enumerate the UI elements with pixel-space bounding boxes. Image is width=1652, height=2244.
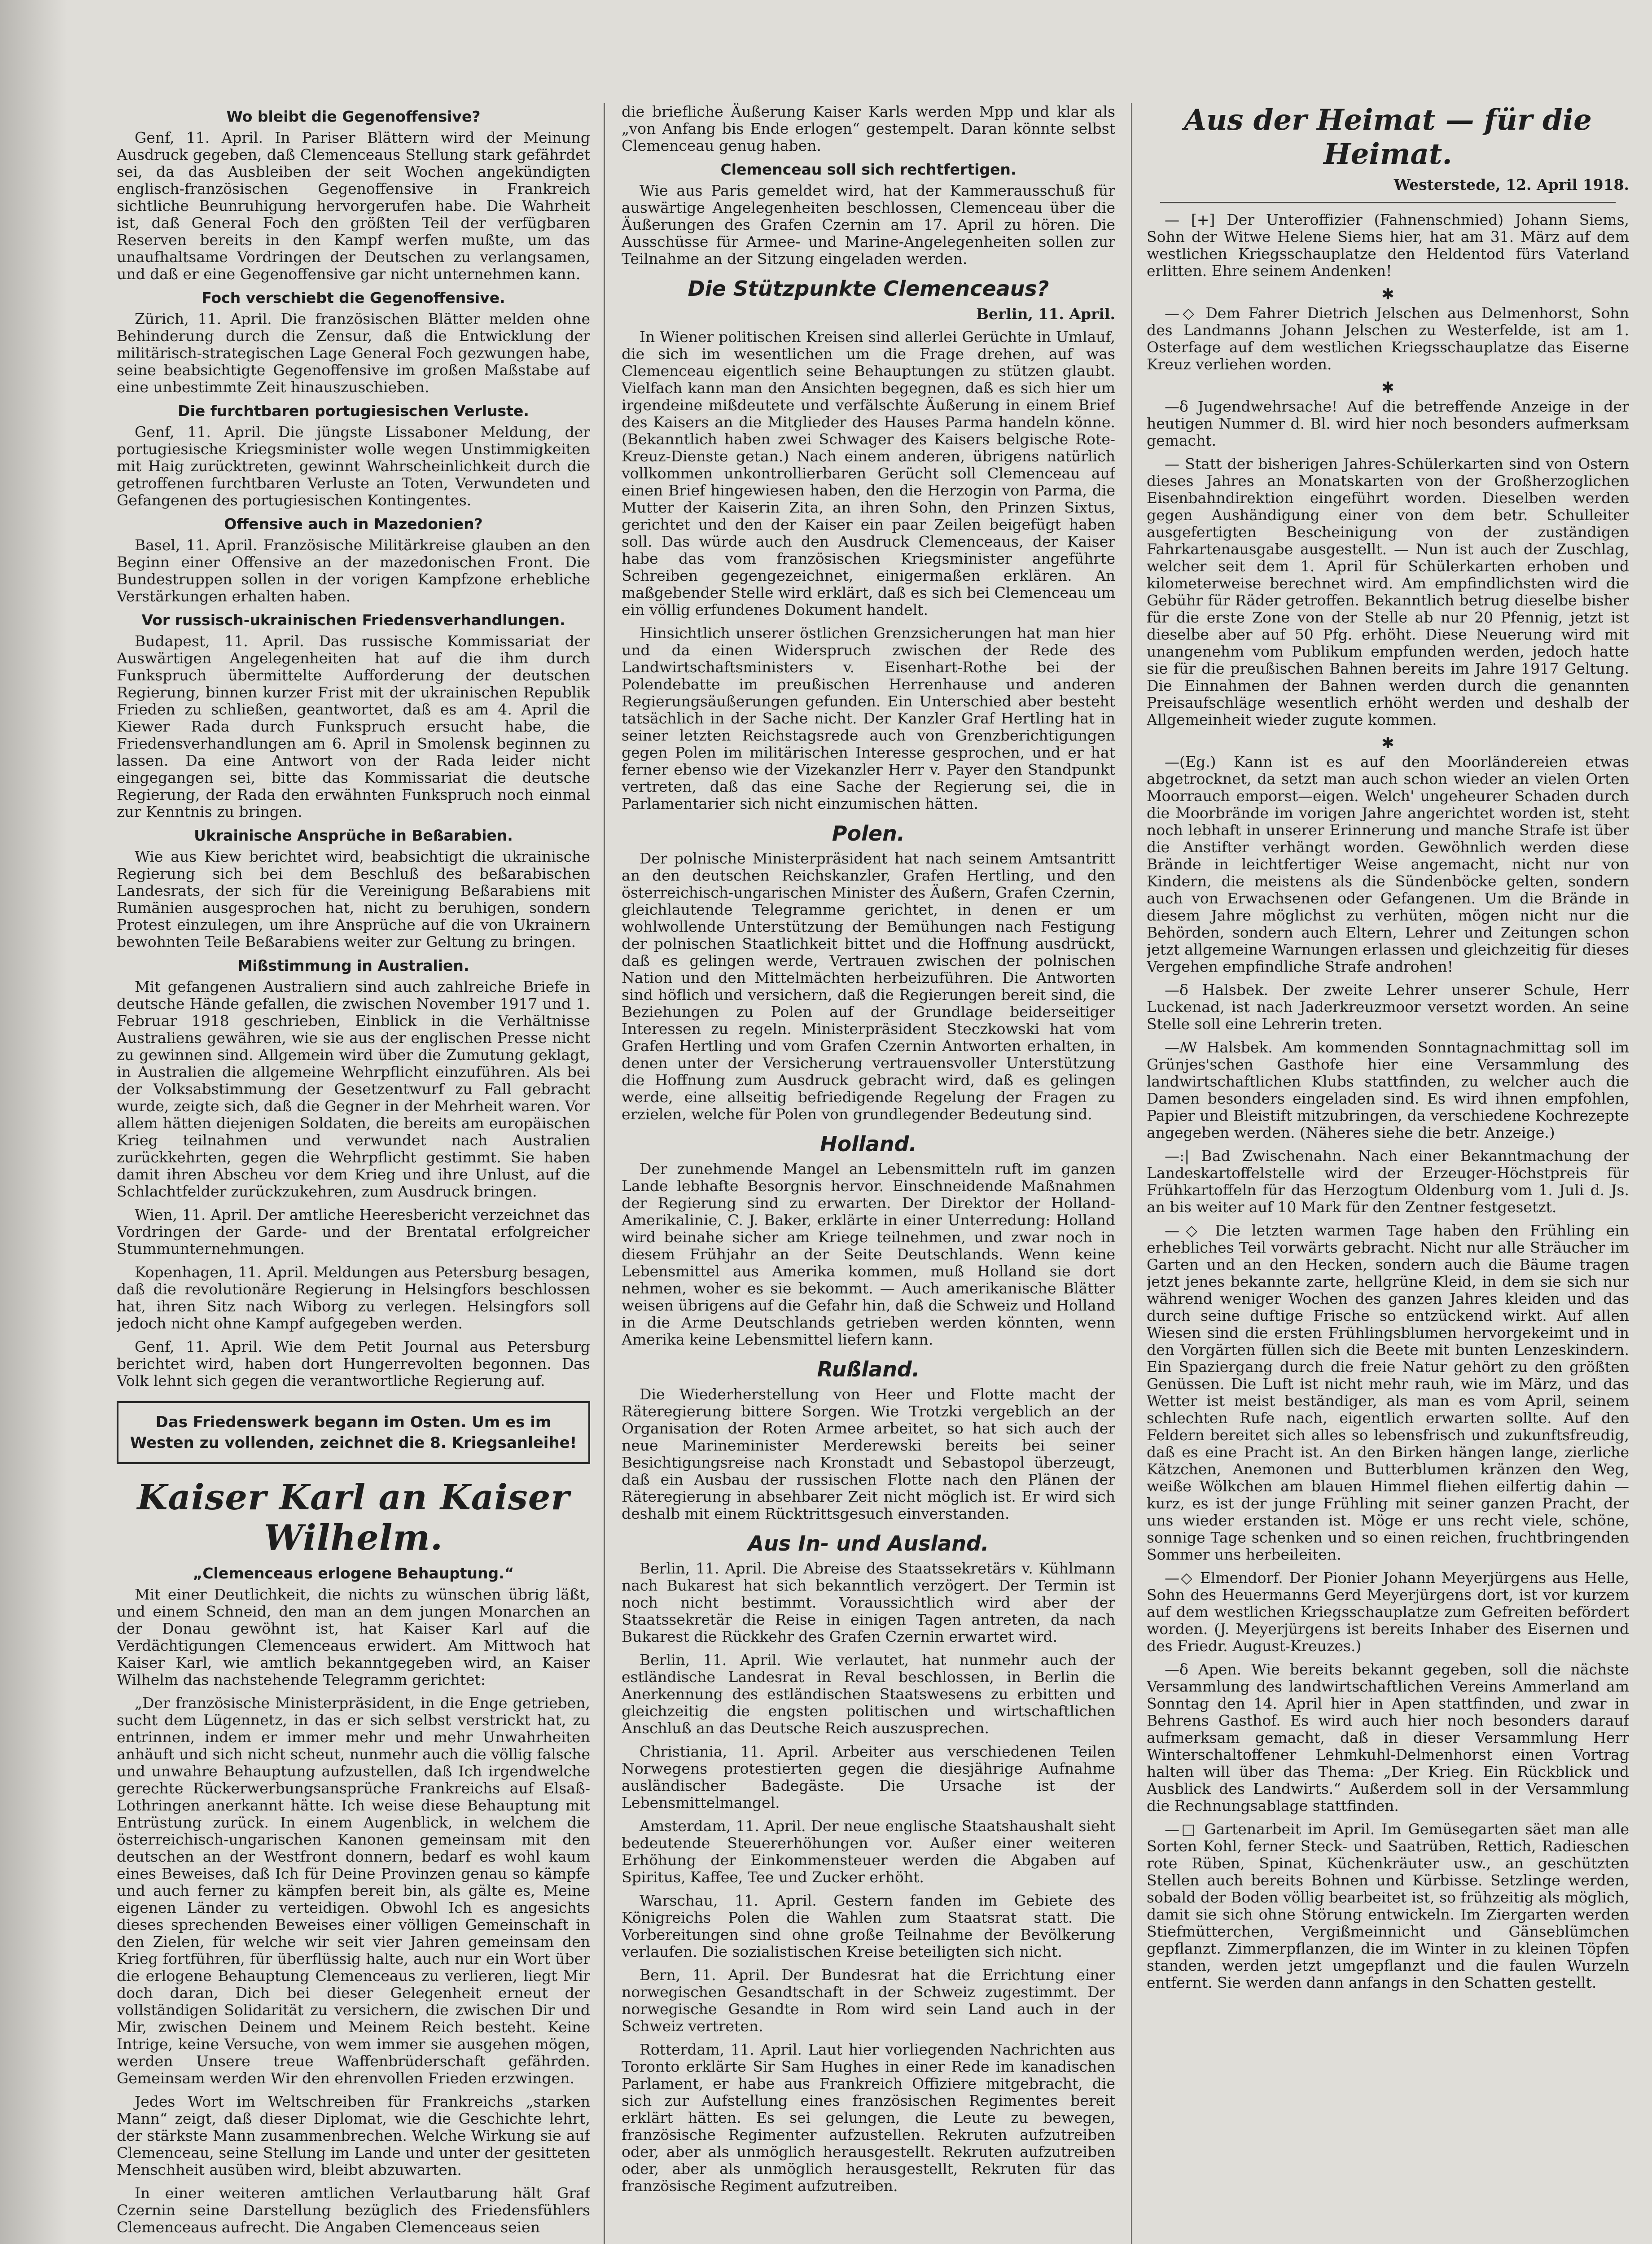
article-paragraph: In einer weiteren amtlichen Verlautbarung hält Graf Czernin seine Darstellung bezüglich des Friedensfühlers Clemenceaus aufrecht. Die Angaben Clemenceaus seien bbox=[117, 2184, 590, 2236]
article-paragraph: —δ Halsbek. Der zweite Lehrer unserer Schule, Herr Luckenad, ist nach Jaderkreuzmoor versetzt worden. An seine Stelle soll eine Lehrerin treten. bbox=[1147, 981, 1629, 1033]
article-paragraph: — Statt der bisherigen Jahres-Schülerkarten sind von Ostern dieses Jahres an Monatskarten von der Großherzoglichen Eisenbahndirektion eingeführt worden. Dieselben werden gegen Aushändigung einer von dem betr. Schulleiter ausgefertigten Bescheinigung von der zuständigen Fahrkartenausgabe ausgestellt. — Nun ist auch der Zuschlag, welcher seit dem 1. April für Schülerkarten erhoben und kilometerweise berechnet wird. Am empfindlichsten wird die Gebühr für Räder getroffen. Bekanntlich betrug dieselbe bisher für die erste Zone von der Stelle ab nur 20 Pfennig, jetzt ist dieselbe aber auf 50 Pfg. erhöht. Diese Neuerung wird mit unangenehm vom Publikum empfunden werden, jedoch hatte sie für die preußischen Bahnen bereits im Jahre 1917 Geltung. Die Einnahmen der Bahnen werden durch die genannten Preisaufschläge wesentlich erhöht werden und deshalb der Allgemeinheit wieder zugute kommen. bbox=[1147, 455, 1629, 728]
article-paragraph: Berlin, 11. April. Die Abreise des Staatssekretärs v. Kühlmann nach Bukarest hat sich bekanntlich verzögert. Der Termin ist noch nicht bestimmt. Voraussichtlich wird aber der Staatssekretär die Reise in einigen Tagen antreten, da nach Bukarest die Rückkehr des Grafen Czernin erwartet wird. bbox=[622, 1560, 1115, 1645]
article-paragraph: Bern, 11. April. Der Bundesrat hat die Errichtung einer norwegischen Gesandtschaft in der Schweiz zugestimmt. Der norwegische Gesandte in Rom wird sein Land auch in der Schweiz vertreten. bbox=[622, 1966, 1115, 2035]
article-paragraph: Mit gefangenen Australiern sind auch zahlreiche Briefe in deutsche Hände gefallen, die zwischen November 1917 und 1. Februar 1918 geschrieben, Einblick in die Verhältnisse Australiens gewähren, wie sie aus der englischen Presse nicht zu gewinnen sind. Allgemein wird über die Zumutung geklagt, in Australien die allgemeine Wehrpflicht einzuführen. Als bei der Volksabstimmung der Gesetzentwurf zu Fall gebracht wurde, zeigte sich, daß die Gegner in der Mehrheit waren. Vor allem hätten diejenigen Soldaten, die bereits am europäischen Krieg teilnahmen und verwundet nach Australien zurückkehrten, gegen die Wehrpflicht gestimmt. Sie haben damit ihren Abscheu vor dem Krieg und ihre Unlust, auf die Schlachtfelder zurückzukehren, zum Ausdruck bringen. bbox=[117, 978, 590, 1200]
column-right bbox=[1147, 103, 1629, 2244]
column-rule-left bbox=[604, 103, 605, 2244]
article-paragraph: Hinsichtlich unserer östlichen Grenzsicherungen hat man hier und da einen Widerspruch zwischen der Rede des Landwirtschaftsministers v. Eisenhart-Rothe bei der Polendebatte im preußischen Herrenhause und anderen Regierungsäußerungen gefunden. Ein Unterschied aber besteht tatsächlich in der Sache nicht. Der Kanzler Graf Hertling hat in seiner letzten Reichstagsrede auch von Grenzberichtigungen gegen Polen im militärischen Interesse gesprochen, und er hat ferner ebenso wie der Vizekanzler Herr v. Payer den Standpunkt vertreten, daß das eine Sache der Regierung sei, die in Parlamentarier sich nicht einzumischen hätten. bbox=[622, 624, 1115, 812]
article-paragraph: Genf, 11. April. In Pariser Blättern wird der Meinung Ausdruck gegeben, daß Clemenceaus Stellung stark gefährdet sei, da das Ausbleiben der seit Wochen angekündigten englisch-französischen Gegenoffensive in Frankreich sichtliche Beunruhigung hervorgerufen habe. Die Wahrheit ist, daß General Foch den größten Teil der verfügbaren Reserven bereits in den Kampf werfen mußte, um das unaufhaltsame Vordringen der Deutschen zu verlangsamen, und daß er eine Gegenoffensive gar nicht unternehmen kann. bbox=[117, 129, 590, 283]
article-paragraph: — [+] Der Unteroffizier (Fahnenschmied) Johann Siems, Sohn der Witwe Helene Siems hier, hat am 31. März auf dem westlichen Kriegsschauplatze den Heldentod fürs Vaterland erlitten. Ehre seinem Andenken! bbox=[1147, 211, 1629, 280]
article-subhead: Wo bleibt die Gegenoffensive? bbox=[226, 108, 481, 125]
article-paragraph: Christiania, 11. April. Arbeiter aus verschiedenen Teilen Norwegens protestierten gegen die diesjährige Aufnahme ausländischer Badegäste. Die Ursache ist der Lebensmittelmangel. bbox=[622, 1743, 1115, 1811]
article-subhead: Clemenceau soll sich rechtfertigen. bbox=[720, 161, 1017, 178]
article-subhead: „Clemenceaus erlogene Behauptung.“ bbox=[193, 1565, 514, 1582]
article-paragraph: In Wiener politischen Kreisen sind allerlei Gerüchte in Umlauf, die sich im wesentlichen um die Frage drehen, auf was Clemenceau eigentlich seine Behauptungen zu stützen glaubt. Vielfach kann man den Ansichten begegnen, daß es sich hier um irgendeine mißdeutete und verfälschte Äußerung in einem Brief des Kaisers an die Mitglieder des Hauses Parma handeln könne. (Bekanntlich haben zwei Schwager des Kaisers belgische Rote-Kreuz-Dienste getan.) Nach einem anderen, übrigens natürlich vollkommen unkontrollierbaren Gerücht soll Clemenceau auf einen Brief hingewiesen haben, den die Herzogin von Parma, die Mutter der Kaiserin Zita, an ihren Sohn, den Prinzen Sixtus, gerichtet und den der Kaiser ein paar Zeilen beigefügt haben soll. Das würde auch den Ausdruck Clemenceaus, der Kaiser habe das vom französischen Kriegsminister angeführte Schreiben gegengezeichnet, einigermaßen erklären. An maßgebender Stelle wird erklärt, daß es sich bei Clemenceau um ein völlig erfundenes Dokument handelt. bbox=[622, 328, 1115, 618]
article-paragraph: —ꟿ Halsbek. Am kommenden Sonntagnachmittag soll im Grünjes'schen Gasthofe hier eine Versammlung des landwirtschaftlichen Klubs stattfinden, zu welcher auch die Damen besonders eingeladen sind. Es wird ihnen empfohlen, Papier und Bleistift mitzubringen, da verschiedene Kochrezepte angegeben werden. (Näheres siehe die betr. Anzeige.) bbox=[1147, 1039, 1629, 1141]
article-paragraph: Der zunehmende Mangel an Lebensmitteln ruft im ganzen Lande lebhafte Besorgnis hervor. Einschneidende Maßnahmen der Regierung sind zu erwarten. Der Direktor der Holland-Amerikalinie, C. J. Baker, erklärte in einer Unterredung: Holland wird beinahe sicher am Kriege teilnehmen, und zwar noch in diesem Frühjahr an der Seite Deutschlands. Wenn keine Lebensmittel aus Amerika kommen, muß Holland sie dort nehmen, woher es sie bekommt. — Auch amerikanische Blätter weisen übrigens auf die Gefahr hin, daß die Schweiz und Holland in die Arme Deutschlands getrieben werden könnten, wenn Amerika keine Lebensmittel liefern kann. bbox=[622, 1160, 1115, 1348]
article-paragraph: Jedes Wort im Weltschreiben für Frankreichs „starken Mann“ zeigt, daß dieser Diplomat, wie die Geschichte lehrt, der stärkste Mann zusammenbrechen. Welche Wirkung sie auf Clemenceau, seine Stellung im Lande und unter der gesitteten Menschheit ausüben wird, bleibt abzuwarten. bbox=[117, 2093, 590, 2178]
article-paragraph: „Der französische Ministerpräsident, in die Enge getrieben, sucht dem Lügennetz, in das er sich selbst verstrickt hat, zu entrinnen, indem er immer mehr und mehr Unwahrheiten anhäuft und sich nicht scheut, nunmehr auch die völlig falsche und unwahre Behauptung aufzustellen, daß Ich irgendwelche gerechte Rückerwerbungsansprüche Frankreichs auf Elsaß-Lothringen anerkannt hätte. Ich weise diese Behauptung mit Entrüstung zurück. In einem Augenblick, in welchem die österreichisch-ungarischen Kanonen gemeinsam mit den deutschen an der Westfront donnern, bedarf es wohl kaum eines Beweises, daß Ich für Deine Provinzen genau so kämpfe und auch ferner zu kämpfen bereit bin, als gälte es, Meine eigenen Länder zu verteidigen. Obwohl Ich es angesichts dieses sprechenden Beweises einer völligen Gemeinschaft in den Zielen, für welche wir seit vier Jahren gemeinsam den Krieg fortführen, für überflüssig halte, auch nur ein Wort über die erlogene Behauptung Clemenceaus zu verlieren, liegt Mir doch daran, Dich bei dieser Gelegenheit erneut der vollständigen Solidarität zu versichern, die zwischen Dir und Mir, zwischen Deinem und Meinem Reich besteht. Keine Intrige, keine Versuche, von wem immer sie ausgehen mögen, werden Unsere treue Waffenbrüderschaft gefährden. Gemeinsam werden Wir den ehrenvollen Frieden erzwingen. bbox=[117, 1694, 590, 2087]
article-paragraph: Wie aus Kiew berichtet wird, beabsichtigt die ukrainische Regierung sich bei dem Beschluß des beßarabischen Landesrats, der sich für die Vereinigung Beßarabiens mit Rumänien ausgesprochen hat, nicht zu beruhigen, sondern Protest einzulegen, um ihre Ansprüche auf die von Ukrainern bewohnten Teile Beßarabiens weiter zur Geltung zu bringen. bbox=[117, 848, 590, 951]
article-paragraph: Budapest, 11. April. Das russische Kommissariat der Auswärtigen Angelegenheiten hat auf die ihm durch Funkspruch übermittelte Aufforderung der deutschen Regierung, binnen kurzer Frist mit der ukrainischen Republik Frieden zu schließen, geantwortet, daß es am 4. April die Kiewer Rada durch Funkspruch ersucht habe, die Friedensverhandlungen am 6. April in Smolensk beginnen zu lassen. Da eine Antwort von der Rada leider nicht eingegangen sei, bitte das Kommissariat die deutsche Regierung, der Rada den erwähnten Funkspruch noch einmal zur Kenntnis zu bringen. bbox=[117, 632, 590, 820]
article-paragraph: —:| Bad Zwischenahn. Nach einer Bekanntmachung der Landeskartoffelstelle wird der Erzeuger-Höchstpreis für Frühkartoffeln für das Herzogtum Oldenburg vom 1. Juli d. Js. an bis weiter auf 10 Mark für den Zentner festgesetzt. bbox=[1147, 1147, 1629, 1216]
local-news-dateline: Westerstede, 12. April 1918. bbox=[1393, 176, 1629, 193]
section-heading: Holland. bbox=[820, 1132, 917, 1156]
article-paragraph: Wie aus Paris gemeldet wird, hat der Kammerausschuß für auswärtige Angelegenheiten beschlossen, Clemenceau über die Äußerungen des Grafen Czernin am 17. April zu hören. Die Ausschüsse für Armee- und Marine-Angelegenheiten sollen zur Teilnahme an der Sitzung eingeladen werden. bbox=[622, 182, 1115, 267]
local-news-masthead: Aus der Heimat — für die Heimat. bbox=[1184, 103, 1592, 171]
article-paragraph: Berlin, 11. April. Wie verlautet, hat nunmehr auch der estländische Landesrat in Reval beschlossen, in Berlin die Anerkennung des estländischen Staatswesens zu erbitten und gleichzeitig die engsten politischen und wirtschaftlichen Anschluß an das Deutsche Reich auszusprechen. bbox=[622, 1651, 1115, 1737]
section-heading: Rußland. bbox=[817, 1357, 920, 1381]
article-subhead: Vor russisch-ukrainischen Friedensverhandlungen. bbox=[141, 611, 565, 629]
article-paragraph: —◇ Dem Fahrer Dietrich Jelschen aus Delmenhorst, Sohn des Landmanns Johann Jelschen zu Westerfelde, ist am 1. Osterfage auf dem westlichen Kriegsschauplatze das Eiserne Kreuz verliehen worden. bbox=[1147, 304, 1629, 373]
article-paragraph: Amsterdam, 11. April. Der neue englische Staatshaushalt sieht bedeutende Steuererhöhungen vor. Außer einer weiteren Erhöhung der Einkommensteuer werden die Abgaben auf Spiritus, Kaffee, Tee und Zucker erhöht. bbox=[622, 1817, 1115, 1886]
asterisk-separator-icon: ✱ bbox=[1381, 734, 1394, 752]
article-paragraph: Wien, 11. April. Der amtliche Heeresbericht verzeichnet das Vordringen der Garde- und der Brentatal erfolgreicher Stummunternehmungen. bbox=[117, 1206, 590, 1258]
article-paragraph: —δ Jugendwehrsache! Auf die betreffende Anzeige in der heutigen Nummer d. Bl. wird hier noch besonders aufmerksam gemacht. bbox=[1147, 398, 1629, 449]
article-paragraph: Warschau, 11. April. Gestern fanden im Gebiete des Königreichs Polen die Wahlen zum Staatsrat statt. Die Vorbereitungen sind ohne große Teilnahme der Bevölkerung verlaufen. Die sozialistischen Kreise beteiligten sich nicht. bbox=[622, 1892, 1115, 1960]
article-paragraph: Kopenhagen, 11. April. Meldungen aus Petersburg besagen, daß die revolutionäre Regierung in Helsingfors beschlossen hat, ihren Sitz nach Wiborg zu verlegen. Helsingfors soll jedoch nicht ohne Kampf aufgegeben werden. bbox=[117, 1263, 590, 1332]
article-subhead: Ukrainische Ansprüche in Beßarabien. bbox=[194, 827, 513, 844]
article-paragraph: Genf, 11. April. Die jüngste Lissaboner Meldung, der portugiesische Kriegsminister wolle wegen Unstimmigkeiten mit Haig zurücktreten, gewinnt Wahrscheinlichkeit durch die getroffenen furchtbaren Verluste an Toten, Verwundeten und Gefangenen des portugiesischen Kontingentes. bbox=[117, 423, 590, 509]
article-paragraph: —□ Gartenarbeit im April. Im Gemüsegarten säet man alle Sorten Kohl, ferner Steck- und Saatrüben, Rettich, Radieschen rote Rüben, Spinat, Küchenkräuter usw., an geschützten Stellen auch bereits Bohnen und Kürbisse. Setzlinge werden, sobald der Boden völlig bearbeitet ist, so frühzeitig als möglich, damit sie sich ohne Störung entwickeln. Im Ziergarten werden Stiefmütterchen, Vergißmeinnicht und Gänseblümchen gepflanzt. Zimmerpflanzen, die im Winter in zu kleinen Töpfen standen, werden jetzt umgepflanzt und die faulen Wurzeln entfernt. Sie werden dann anfangs in den Schatten gestellt. bbox=[1147, 1820, 1629, 1991]
article-paragraph: Der polnische Ministerpräsident hat nach seinem Amtsantritt an den deutschen Reichskanzler, Grafen Hertling, und den österreichisch-ungarischen Minister des Äußern, Grafen Czernin, gleichlautende Telegramme gerichtet, in denen er um wohlwollende Unterstützung der Bemühungen nach Festigung der polnischen Staatlichkeit bittet und die Hoffnung ausdrückt, daß es gelingen werde, Vertrauen zwischen der polnischen Nation und den Mittelmächten herbeizuführen. Die Antworten sind höflich und versichern, daß die Regierungen bereit sind, die Beziehungen zu Polen auf der Grundlage beiderseitiger Interessen zu regeln. Ministerpräsident Steczkowski hat vom Grafen Hertling und vom Grafen Czernin Antworten erhalten, in denen unter der Versicherung vertrauensvoller Unterstützung die Hoffnung zum Ausdruck gebracht wird, daß es gelingen werde, eine allseitig befriedigende Regelung der Fragen zu erzielen, welche für Polen von grundlegender Bedeutung sind. bbox=[622, 850, 1115, 1123]
article-paragraph: —◇ Die letzten warmen Tage haben den Frühling ein erhebliches Teil vorwärts gebracht. Nicht nur alle Sträucher im Garten und an den Hecken, sondern auch die Bäume tragen jetzt jenes bekannte zarte, hellgrüne Kleid, in dem sie sich nur während weniger Wochen des ganzen Jahres kleiden und das durch seine duftige Frische so entzückend wirkt. Auf allen Wiesen sind die ersten Frühlingsblumen hervorgekeimt und in den Vorgärten füllen sich die Beete mit bunten Lenzeskindern. Ein Spaziergang durch die freie Natur gehört zu den größten Genüssen. Die Luft ist nicht mehr rauh, wie im März, und das Wetter ist meist beständiger, als man es vom April, seinem schlechten Rufe nach, eigentlich erwarten sollte. Auf den Feldern bereitet sich alles so lebensfrisch und zukunftsfreudig, daß es eine Pracht ist. An den Birken hängen lange, zierliche Kätzchen, Anemonen und Butterblumen kränzen den Weg, weiße Wölkchen am blauen Himmel fliehen eilfertig dahin — kurz, es ist der junge Frühling mit seiner ganzen Pracht, der uns wieder erstanden ist. Möge er uns recht viele, schöne, sonnige Tage schenken und so einen reichen, fruchtbringenden Sommer uns herbeileiten. bbox=[1147, 1222, 1629, 1563]
article-paragraph: Genf, 11. April. Wie dem Petit Journal aus Petersburg berichtet wird, haben dort Hungerrevolten begonnen. Das Volk lehnt sich gegen die verantwortliche Regierung auf. bbox=[117, 1338, 590, 1389]
article-paragraph: Rotterdam, 11. April. Laut hier vorliegenden Nachrichten aus Toronto erklärte Sir Sam Hughes in einer Rede im kanadischen Parlament, er habe aus Frankreich Offiziere mitgebracht, die sich zur Aufstellung eines französischen Regimentes bereit erklärt hätten. Es sei gelungen, die Leute zu bewegen, französische Regimenter aufzustellen. Rekruten aufzutreiben oder, aber als unmöglich herausgestellt. Rekruten aufzutreiben oder, aber als unmöglich herausgestellt, Rekruten für das französische Regiment aufzutreiben. bbox=[622, 2041, 1115, 2195]
page-binding-shadow bbox=[0, 0, 67, 2244]
masthead-separator bbox=[1160, 202, 1616, 203]
article-paragraph: —(Eg.) Kann ist es auf den Moorländereien etwas abgetrocknet, da setzt man auch schon wieder an vielen Orten Moorrauch emporst—eigen. Welch' ungeheurer Schaden durch die Moorbrände im vorigen Jahre angerichtet worden ist, steht noch lebhaft in unserer Erinnerung und manche Strafe ist über die Anstifter verhängt worden. Gewöhnlich werden diese Brände in leichtfertiger Weise angemacht, nicht nur von Kindern, die meistens als die Sündenböcke gelten, sondern auch von Erwachsenen oder Gefangenen. Um die Brände in diesem Jahre möglichst zu verhüten, mögen nicht nur die Behörden, sondern auch Eltern, Lehrer und Zeitungen schon jetzt allgemeine Warnungen erlassen und gleichzeitig für dieses Vergehen empfindliche Strafe androhen! bbox=[1147, 753, 1629, 975]
column-middle bbox=[622, 103, 1115, 2244]
column-left bbox=[117, 103, 590, 2244]
article-paragraph: Mit einer Deutlichkeit, die nichts zu wünschen übrig läßt, und einem Schneid, den man an dem jungen Monarchen an der Donau gewöhnt ist, hat Kaiser Karl auf die Verdächtigungen Clemenceaus erwidert. Am Mittwoch hat Kaiser Karl, wie amtlich bekanntgegeben wird, an Kaiser Wilhelm das nachstehende Telegramm gerichtet: bbox=[117, 1586, 590, 1688]
section-heading: Aus In- und Ausland. bbox=[748, 1531, 989, 1556]
article-paragraph: Zürich, 11. April. Die französischen Blätter melden ohne Behinderung durch die Zensur, daß die Entwicklung der militärisch-strategischen Lage General Foch gezwungen habe, seine beabsichtigte Gegenoffensive im großen Maßstabe auf eine unbestimmte Zeit hinauszuschieben. bbox=[117, 310, 590, 396]
article-paragraph: die briefliche Äußerung Kaiser Karls werden Mpp und klar als „von Anfang bis Ende erlogen“ gestempelt. Daran könnte selbst Clemenceau genug haben. bbox=[622, 103, 1115, 154]
article-subhead: Offensive auch in Mazedonien? bbox=[224, 515, 483, 533]
section-heading: Polen. bbox=[832, 821, 905, 846]
article-paragraph: Die Wiederherstellung von Heer und Flotte macht der Räteregierung bittere Sorgen. Wie Trotzki vergeblich an der Organisation der Roten Armee arbeitet, so hat sich auch der neue Marineminister Merderewski bereits bei seiner Besichtigungsreise nach Kronstadt und Sebastopol überzeugt, daß ein Ausbau der russischen Flotte nach den Plänen der Räteregierung in absehbarer Zeit nicht möglich ist. Er wird sich deshalb mit einem Rücktrittsgesuch einverstanden. bbox=[622, 1385, 1115, 1522]
article-dateline: Berlin, 11. April. bbox=[976, 305, 1115, 323]
article-paragraph: Basel, 11. April. Französische Militärkreise glauben an den Beginn einer Offensive an der mazedonischen Front. Die Bundestruppen sollen in der vorigen Kampfzone erhebliche Verstärkungen erhalten haben. bbox=[117, 536, 590, 605]
main-headline: Kaiser Karl an Kaiser Wilhelm. bbox=[137, 1477, 570, 1558]
article-subhead: Die furchtbaren portugiesischen Verluste. bbox=[178, 402, 529, 420]
column-rule-right bbox=[1131, 103, 1132, 2244]
war-bond-notice-box: Das Friedenswerk begann im Osten. Um es im Westen zu vollenden, zeichnet die 8. Kriegsanleihe! bbox=[117, 1401, 590, 1464]
article-paragraph: —◇ Elmendorf. Der Pionier Johann Meyerjürgens aus Helle, Sohn des Heuermanns Gerd Meyerjürgens dort, ist vor kurzem auf dem westlichen Kriegsschauplatze zum Gefreiten befördert worden. (J. Meyerjürgens ist bereits Inhaber des Eisernen und des Friedr. August-Kreuzes.) bbox=[1147, 1569, 1629, 1655]
asterisk-separator-icon: ✱ bbox=[1381, 379, 1394, 397]
section-heading: Die Stützpunkte Clemenceaus? bbox=[688, 276, 1049, 301]
article-subhead: Foch verschiebt die Gegenoffensive. bbox=[202, 289, 505, 307]
asterisk-separator-icon: ✱ bbox=[1381, 285, 1394, 303]
article-subhead: Mißstimmung in Australien. bbox=[237, 957, 469, 974]
article-paragraph: —δ Apen. Wie bereits bekannt gegeben, soll die nächste Versammlung des landwirtschaftlichen Vereins Ammerland am Sonntag den 14. April hier in Apen stattfinden, und zwar in Behrens Gasthof. Es wird auch hier noch besonders darauf aufmerksam gemacht, daß in dieser Versammlung Herr Winterschaltoffener Lehmkuhl-Delmenhorst einen Vortrag halten will über das Thema: „Der Krieg. Ein Rückblick und Ausblick des Landwirts.“ Außerdem soll in der Versammlung die Rechnungsablage stattfinden. bbox=[1147, 1661, 1629, 1814]
